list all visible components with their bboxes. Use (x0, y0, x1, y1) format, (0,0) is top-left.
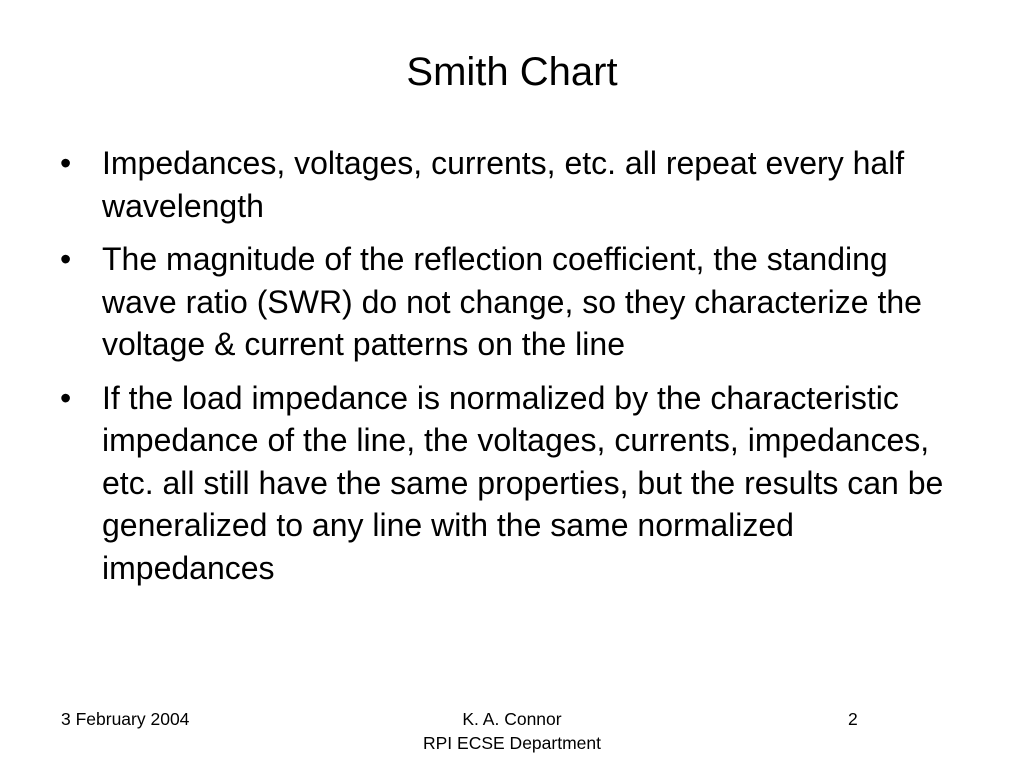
footer-author (362, 707, 662, 755)
slide-title: Smith Chart (406, 50, 618, 94)
bullet-icon: • (60, 145, 72, 181)
bullet-icon: • (60, 241, 72, 277)
bullet-item (60, 377, 970, 590)
footer-department: RPI ECSE Department (423, 733, 601, 753)
page-number: 2 (848, 709, 858, 729)
bullet-text: The magnitude of the reflection coefficient, the standing wave ratio (SWR) do not change, so they characterize the voltage & current patterns on the line (102, 241, 922, 362)
footer-date: 3 February 2004 (61, 709, 190, 729)
bullet-icon: • (60, 379, 72, 416)
footer-author-name: K. A. Connor (462, 709, 562, 729)
bullet-list (60, 142, 970, 600)
bullet-item (60, 238, 970, 366)
bullet-text: Impedances, voltages, currents, etc. all repeat every half wavelength (102, 145, 905, 224)
bullet-text: If the load impedance is normalized by the characteristic impedance of the line, the voltages, currents, impedances, etc. all still have the same properties, but the results can be generalized to any line with the same normalized impedances (102, 379, 944, 586)
bullet-item (60, 142, 970, 227)
